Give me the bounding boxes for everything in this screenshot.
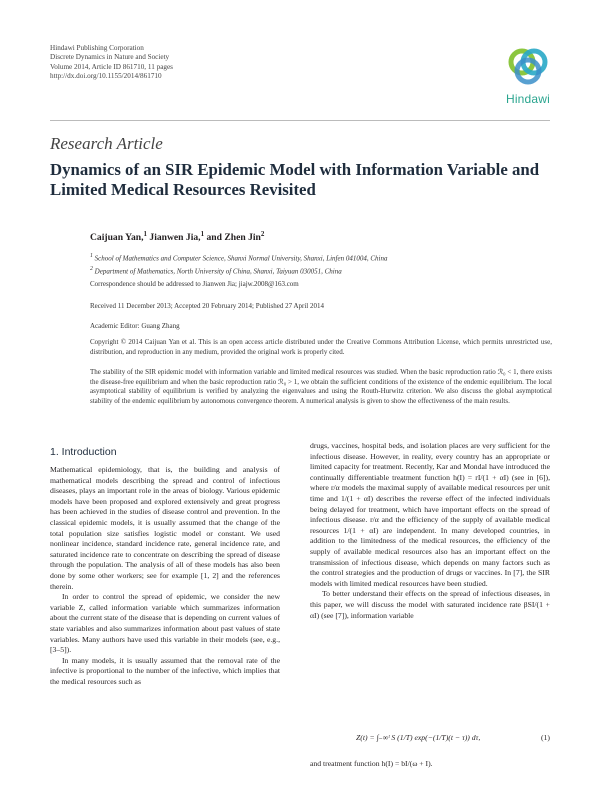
affiliation-1: $^1$ School of Mathematics and Computer Science, Shanxi Normal University, Shanxi, Linfen 041004, China: [90, 253, 388, 263]
author-name: and Zhen Jin: [204, 232, 261, 244]
article-dates: Received 11 December 2013; Accepted 20 February 2014; Published 27 April 2014: [90, 302, 324, 310]
section-heading: 1. Introduction: [50, 446, 117, 458]
equation-number: (1): [541, 733, 550, 742]
left-column: [50, 465, 280, 687]
right-column: [310, 441, 550, 621]
author-affil-mark: 1: [143, 230, 147, 238]
paragraph: In many models, it is usually assumed that the removal rate of the infective is proportional to the number of the infective, which implies that the medical resources such as: [50, 655, 280, 686]
article-type: Research Article: [50, 134, 163, 153]
hindawi-logo-text: Hindawi: [505, 92, 551, 106]
doi-link[interactable]: http://dx.doi.org/10.1155/2014/861710: [50, 71, 162, 80]
volume-info: Volume 2014, Article ID 861710, 11 pages: [50, 62, 173, 71]
author-list: [90, 229, 264, 243]
affiliation-2: $^2$ Department of Mathematics, North University of China, Shanxi, Taiyuan 030051, China: [90, 266, 342, 276]
correspondence: Correspondence should be addressed to Jianwen Jia; jiajw.2008@163.com: [90, 280, 299, 288]
author-affil-mark: 1: [200, 230, 205, 238]
affiliations: [90, 251, 387, 278]
article-title: Dynamics of an SIR Epidemic Model with Information Variable and Limited Medical Resources Revisited: [50, 160, 540, 199]
paragraph: To better understand their effects on the spread of infectious diseases, in this paper, we will discuss the model with saturated incidence rate βSI/(1 + αI) (see [7]), information variable: [310, 589, 550, 620]
paragraph: In order to control the spread of epidemic, we consider the new variable Z, called information variable which summarizes information about the current state of the disease that is depending on current values of state variables and also summarizes information about past values of state variables. Many authors have used this variable in their models (see, e.g., [3–5]).: [50, 592, 280, 655]
abstract: The stability of the SIR epidemic model with information variable and limited medical resources was studied. When the basic reproduction ratio ℛ₀ < 1, there exists the disease-free equilibrium and when the basic reproduction ratio ℛ₀ > 1, we obtain the sufficient conditions of the existence of the endemic equilibrium. The local asymptotical stability of equilibrium is verified by analyzing the eigenvalues and using the Routh-Hurwitz criterion. We also discuss the global asymptotical stability of the endemic equilibrium by autonomous convergence theorem. A numerical analysis is given to show the effectiveness of the main results.: [90, 368, 552, 405]
academic-editor: Academic Editor: Guang Zhang: [90, 322, 180, 330]
author-affil-mark: 2: [260, 230, 265, 238]
paragraph: and treatment function h(I) = bI/(ω + I).: [310, 759, 433, 768]
equation-body: Z(t) = ∫₋∞ᵗ S (1/T) exp(−(1/T)(t − τ)) dτ,: [356, 733, 481, 742]
author-name: Jianwen Jia,: [147, 232, 201, 244]
paragraph: Mathematical epidemiology, that is, the building and analysis of mathematical models describing the spread and control of infectious diseases, plays an important role in the areas of biology. Various epidemic models have been proposed and explored extensively and great progress has been achieved in the studies of disease control and prevention. In the classical epidemic models, it is usually assumed that the change of the total population size satisfies logistic model or constant. We used nonlinear incidence, standard incidence rate, general incidence rate, and saturated incidence rate to concentrate on describing the spread of disease through the population. The analysis of all of these models has also been done by some other workers; see for example [1, 2] and the references therein.: [50, 465, 280, 591]
copyright-notice: Copyright © 2014 Caijuan Yan et al. This is an open access article distributed under the Creative Commons Attribution License, which permits unrestricted use, distribution, and reproduction in any medium, provided the original work is properly cited.: [90, 338, 552, 356]
paragraph: drugs, vaccines, hospital beds, and isolation places are very sufficient for the infectious disease. However, in reality, every country has an appropriate or limited capacity for treatment. Recently, Kar and Mondal have introduced the continually differentiable treatment function h(I) = rI/(1 + αI) (see in [6]), where r/α models the maximal supply of available medical resources per unit time and 1/(1 + αI) describes the reverse effect of the infected individuals being delayed for treatment, which have important effects on the spread of infectious disease. r/α and the efficiency of the supply of available medical resources 1/(1 + αI) are independent. In many developed countries, in addition to the limitedness of the medical resources, the efficiency of the supply of available medical resources also has an important effect on the transmission of infectious disease, which depends on many factors such as the control strategies and the production of drugs or vaccines. In [7], the SIR models with limited medical resources have been studied.: [310, 441, 550, 588]
author-name: Caijuan Yan,: [90, 232, 144, 244]
journal-name: Discrete Dynamics in Nature and Society: [50, 53, 170, 62]
journal-header: [50, 44, 173, 81]
header-divider: [50, 120, 550, 121]
publisher-name: Hindawi Publishing Corporation: [50, 44, 144, 52]
